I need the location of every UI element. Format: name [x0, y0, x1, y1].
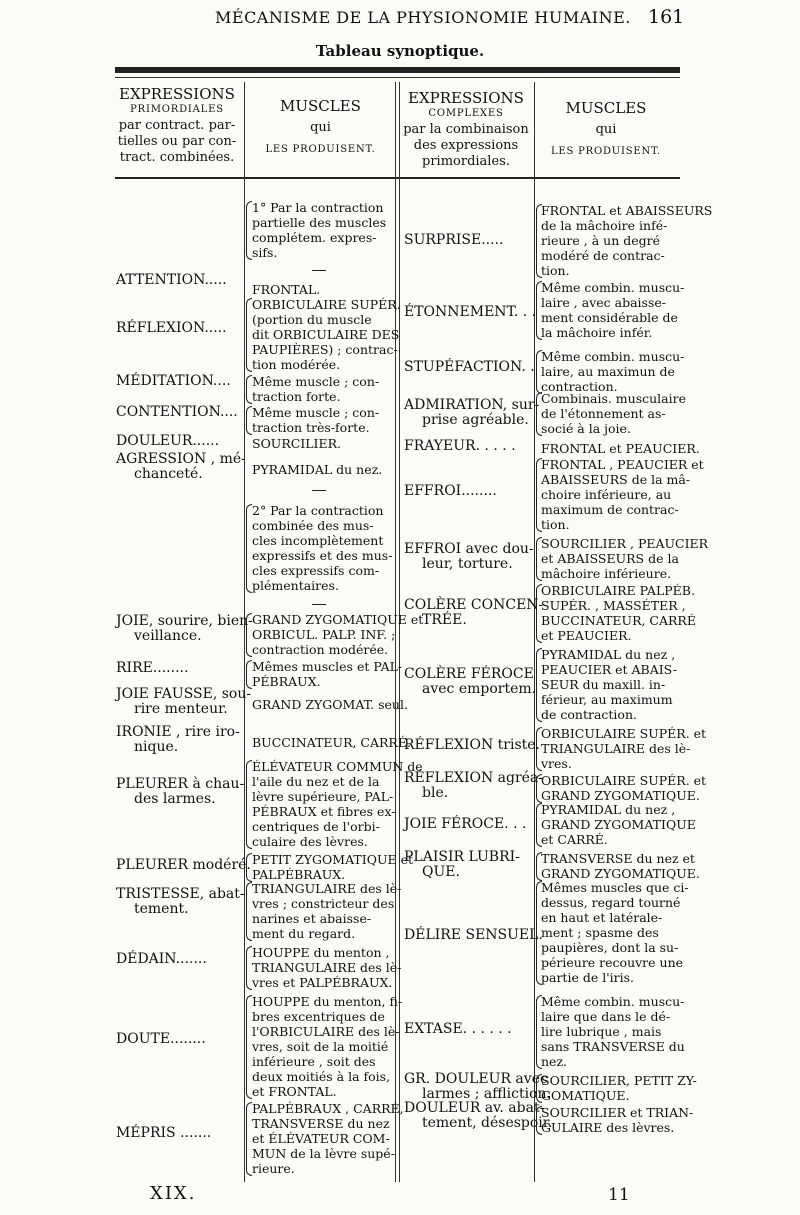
- muscle-entry-left: [252, 282, 320, 297]
- muscle-entry-left: [252, 759, 423, 849]
- expression-complexe: [404, 850, 520, 880]
- muscle-entry-left: [252, 852, 413, 882]
- muscle-entry-right-line: et PEAUCIER.: [541, 628, 632, 643]
- muscle-entry-right-line: maximum de contrac-: [541, 502, 679, 517]
- expression-primordiale-line: JOIE, sourire, bien-: [116, 613, 253, 629]
- expression-primordiale-line: veillance.: [134, 628, 202, 644]
- expression-complexe: [404, 233, 503, 248]
- expression-complexe-line: GR. DOULEUR avec: [404, 1071, 548, 1087]
- muscle-entry-left-line: vres, soit de la moitié: [252, 1039, 389, 1054]
- muscle-entry-right-line: nez.: [541, 1054, 568, 1069]
- muscle-entry-left: [252, 462, 382, 477]
- muscle-entry-right-line: socié à la joie.: [541, 421, 631, 436]
- muscle-entry-right-line: rieure , à un degré: [541, 233, 660, 248]
- brace-mark: [536, 648, 542, 722]
- muscle-entry-right: [541, 726, 706, 771]
- brace-mark: [246, 298, 252, 372]
- muscle-entry-right-line: ORBICULAIRE PALPÉB.: [541, 583, 695, 598]
- muscle-entry-left-line: PAUPIÈRES) ; contrac-: [252, 342, 398, 357]
- muscle-entry-left-line: l'aile du nez et de la: [252, 774, 380, 789]
- muscle-entry-right-line: paupières, dont la su-: [541, 940, 679, 955]
- expression-complexe: [404, 439, 516, 454]
- muscle-entry-right: [541, 441, 700, 456]
- expression-complexe-line: QUE.: [422, 864, 460, 880]
- muscle-entry-left-line: GRAND ZYGOMATIQUE et: [252, 612, 424, 627]
- muscle-entry-left-line: PYRAMIDAL du nez.: [252, 462, 383, 477]
- brace-mark: [536, 537, 542, 581]
- muscle-entry-left-line: 2° Par la contraction: [252, 503, 384, 518]
- muscle-entry-left-line: ORBICULAIRE SUPÉR.: [252, 297, 401, 312]
- muscle-entry-left-line: PÉBRAUX.: [252, 674, 321, 689]
- muscle-entry-right-line: TRANSVERSE du nez et: [541, 851, 695, 866]
- expression-primordiale: [116, 1126, 211, 1141]
- expression-primordiale-line: chanceté.: [134, 466, 203, 482]
- muscle-entry-left-line: ÉLÉVATEUR COMMUN de: [252, 759, 423, 774]
- muscle-entry-right-line: Même combin. muscu-: [541, 280, 685, 295]
- expression-primordiale: [116, 321, 227, 336]
- expression-complexe-line: ADMIRATION, sur-: [404, 397, 540, 413]
- muscle-entry-left: [252, 881, 401, 941]
- brace-mark: [246, 660, 252, 689]
- column-header-line: par contract. par-: [118, 118, 236, 133]
- expression-primordiale-line: MÉDITATION....: [116, 373, 231, 389]
- signature-mark: XIX.: [150, 1183, 197, 1204]
- muscle-entry-right-line: ment considérable de: [541, 310, 678, 325]
- muscle-entry-right-line: GRAND ZYGOMATIQUE: [541, 817, 696, 832]
- muscle-entry-left: [252, 200, 386, 260]
- brace-mark: [536, 774, 542, 803]
- muscle-entry-right: [541, 994, 685, 1069]
- expression-primordiale: [116, 374, 231, 389]
- brace-mark: [536, 1074, 542, 1103]
- muscle-entry-right-line: Combinais. musculaire: [541, 391, 686, 406]
- expression-primordiale-line: DOUTE........: [116, 1031, 206, 1047]
- brace-mark: [246, 504, 252, 593]
- muscle-entry-left-line: lèvre supérieure, PAL-: [252, 789, 394, 804]
- muscle-entry-right-line: périeure recouvre une: [541, 955, 684, 970]
- expression-complexe: [404, 305, 536, 320]
- muscle-entry-right-line: la mâchoire infér.: [541, 325, 653, 340]
- folio-number: 11: [608, 1185, 630, 1205]
- muscle-entry-right: [541, 802, 696, 847]
- expression-primordiale: [116, 777, 244, 807]
- muscle-entry-left: [252, 994, 402, 1099]
- expression-complexe: [404, 484, 497, 499]
- expression-complexe: [404, 360, 535, 375]
- brace-mark: [536, 281, 542, 340]
- brace-mark: [246, 1102, 252, 1176]
- muscle-entry-left-line: deux moitiés à la fois,: [252, 1069, 391, 1084]
- muscle-entry-right-line: SOURCILIER, PETIT ZY-: [541, 1073, 697, 1088]
- column-header-line: primordiales.: [422, 154, 510, 169]
- brace-mark: [536, 204, 542, 278]
- column-header-line: EXPRESSIONS: [408, 89, 524, 107]
- column-header-expressions-primordiales: [112, 86, 242, 166]
- muscle-entry-right: [541, 583, 696, 643]
- muscle-entry-right: [541, 1105, 693, 1135]
- muscle-entry-right-line: modéré de contrac-: [541, 248, 665, 263]
- expression-complexe: [404, 542, 534, 572]
- expression-complexe: [404, 738, 540, 753]
- muscle-entry-left: [252, 612, 423, 657]
- muscle-entry-right-line: PEAUCIER et ABAIS-: [541, 662, 677, 677]
- muscle-entry-left-line: GRAND ZYGOMAT. seul.: [252, 697, 408, 712]
- expression-complexe: [404, 771, 543, 801]
- expression-primordiale-line: RIRE........: [116, 660, 189, 676]
- muscle-entry-right-line: SEUR du maxill. in-: [541, 677, 666, 692]
- muscle-entry-left-line: traction forte.: [252, 389, 341, 404]
- expression-complexe-line: DOULEUR av. abat-: [404, 1100, 545, 1116]
- expression-complexe-line: FRAYEUR. . . . .: [404, 438, 516, 454]
- muscle-entry-right: [541, 391, 686, 436]
- expression-primordiale-line: tement.: [134, 901, 189, 917]
- muscle-entry-right-line: Mêmes muscles que ci-: [541, 880, 689, 895]
- muscle-entry-right-line: et ABAISSEURS de la: [541, 551, 679, 566]
- expression-complexe: [404, 598, 543, 628]
- muscle-entry-left-line: partielle des muscles: [252, 215, 387, 230]
- expression-complexe: [404, 1022, 512, 1037]
- muscle-entry-left: [252, 405, 379, 435]
- expression-primordiale: [116, 687, 251, 717]
- muscle-entry-right-line: lire lubrique , mais: [541, 1024, 662, 1039]
- muscle-entry-right-line: mâchoire inférieure.: [541, 566, 672, 581]
- muscle-entry-left: [252, 659, 402, 689]
- muscle-entry-right-line: ment ; spasme des: [541, 925, 659, 940]
- expression-primordiale: [116, 452, 246, 482]
- muscle-entry-right-line: SUPÉR. , MASSÉTER ,: [541, 598, 686, 613]
- muscle-entry-right-line: GRAND ZYGOMATIQUE.: [541, 788, 700, 803]
- muscle-entry-right-line: GOMATIQUE.: [541, 1088, 630, 1103]
- column-header-line: PRIMORDIALES: [130, 104, 224, 115]
- muscle-entry-right: [541, 280, 684, 340]
- brace-mark: [246, 613, 252, 657]
- muscle-entry-right-line: GULAIRE des lèvres.: [541, 1120, 675, 1135]
- brace-mark: [536, 392, 542, 436]
- muscle-entry-right-line: sans TRANSVERSE du: [541, 1039, 685, 1054]
- muscle-entry-left-line: BUCCINATEUR, CARRÉ.: [252, 735, 411, 750]
- muscle-entry-right-line: TRIANGULAIRE des lè-: [541, 741, 691, 756]
- top-rule-thin: [115, 77, 680, 78]
- muscle-entry-left: [252, 697, 408, 712]
- column-header-line: COMPLEXES: [428, 108, 504, 119]
- section-dash: [312, 270, 326, 271]
- section-dash: [312, 604, 326, 605]
- muscle-entry-right-line: FRONTAL et ABAISSEURS: [541, 203, 713, 218]
- muscle-entry-right-line: et CARRÉ.: [541, 832, 608, 847]
- column-header-line: LES PRODUISENT.: [550, 146, 662, 157]
- muscle-entry-left-line: vres ; constricteur des: [252, 896, 395, 911]
- muscle-entry-left-line: narines et abaisse-: [252, 911, 372, 926]
- page-header: [0, 0, 800, 40]
- column-header-line: tielles ou par con-: [117, 134, 237, 149]
- muscle-entry-right-line: SOURCILIER et TRIAN-: [541, 1105, 694, 1120]
- expression-primordiale-line: MÉPRIS .......: [116, 1125, 212, 1141]
- expression-complexe: [404, 398, 539, 428]
- muscle-entry-left-line: ment du regard.: [252, 926, 356, 941]
- column-divider: [534, 82, 535, 1182]
- brace-mark: [246, 995, 252, 1099]
- brace-mark: [246, 375, 252, 404]
- muscle-entry-left-line: PETIT ZYGOMATIQUE et: [252, 852, 414, 867]
- muscle-entry-left-line: (portion du muscle: [252, 312, 372, 327]
- muscle-entry-right-line: PYRAMIDAL du nez ,: [541, 647, 676, 662]
- expression-complexe-line: PLAISIR LUBRI-: [404, 849, 520, 865]
- expression-complexe: [404, 817, 526, 832]
- section-dash: [312, 490, 326, 491]
- brace-mark: [536, 458, 542, 532]
- muscle-entry-left-line: PALPÉBRAUX , CARRÉ,: [252, 1101, 404, 1116]
- muscle-entry-left: [252, 374, 379, 404]
- muscle-entry-right-line: PYRAMIDAL du nez ,: [541, 802, 676, 817]
- expression-complexe-line: COLÈRE FÉROCE: [404, 666, 534, 682]
- muscle-entry-left-line: TRANSVERSE du nez: [252, 1116, 390, 1131]
- muscle-entry-left-line: sifs.: [252, 245, 278, 260]
- muscle-entry-left: [252, 735, 411, 750]
- brace-mark: [536, 1106, 542, 1135]
- muscle-entry-left-line: HOUPPE du menton, fi-: [252, 994, 403, 1009]
- muscle-entry-left-line: dit ORBICULAIRE DES: [252, 327, 400, 342]
- muscle-entry-left-line: bres excentriques de: [252, 1009, 385, 1024]
- column-header-line: qui: [595, 122, 617, 137]
- muscle-entry-right-line: BUCCINATEUR, CARRÉ: [541, 613, 696, 628]
- expression-primordiale-line: JOIE FAUSSE, sou-: [116, 686, 252, 702]
- expression-primordiale-line: IRONIE , rire iro-: [116, 724, 240, 740]
- expression-complexe: [404, 1101, 552, 1131]
- muscle-entry-right-line: de la mâchoire infé-: [541, 218, 668, 233]
- muscle-entry-right-line: en haut et latérale-: [541, 910, 663, 925]
- column-header-muscles-left: [248, 98, 393, 158]
- expression-primordiale-line: des larmes.: [134, 791, 216, 807]
- brace-mark: [536, 350, 542, 394]
- expression-complexe: [404, 1072, 551, 1102]
- muscle-entry-left-line: plémentaires.: [252, 578, 339, 593]
- muscle-entry-right: [541, 773, 706, 803]
- expression-primordiale-line: RÉFLEXION.....: [116, 320, 227, 336]
- muscle-entry-left: [252, 436, 341, 451]
- muscle-entry-left-line: SOURCILIER.: [252, 436, 342, 451]
- expression-primordiale-line: rire menteur.: [134, 701, 228, 717]
- expression-complexe-line: SURPRISE.....: [404, 232, 504, 248]
- expression-complexe-line: prise agréable.: [422, 412, 529, 428]
- column-header-line: des expressions: [413, 138, 519, 153]
- muscle-entry-right-line: GRAND ZYGOMATIQUE.: [541, 866, 700, 881]
- muscle-entry-left-line: et ÉLÉVATEUR COM-: [252, 1131, 390, 1146]
- expression-complexe-line: TRÉE.: [422, 612, 467, 628]
- expression-complexe-line: DÉLIRE SENSUEL.: [404, 927, 543, 943]
- muscle-entry-left-line: vres et PALPÉBRAUX.: [252, 975, 393, 990]
- muscle-entry-left-line: expressifs et des mus-: [252, 548, 393, 563]
- expression-primordiale: [116, 273, 227, 288]
- muscle-entry-left-line: et FRONTAL.: [252, 1084, 337, 1099]
- muscle-entry-right-line: contraction.: [541, 379, 618, 394]
- expression-complexe-line: COLÈRE CONCEN-: [404, 597, 544, 613]
- muscle-entry-right-line: SOURCILIER , PEAUCIER: [541, 536, 709, 551]
- muscle-entry-left-line: combinée des mus-: [252, 518, 374, 533]
- brace-mark: [246, 882, 252, 941]
- muscle-entry-left-line: TRIANGULAIRE des lè-: [252, 881, 402, 896]
- expression-primordiale-line: CONTENTION....: [116, 404, 238, 420]
- brace-mark: [246, 406, 252, 435]
- expression-primordiale: [116, 858, 251, 873]
- muscle-entry-left-line: traction très-forte.: [252, 420, 370, 435]
- expression-complexe-line: tement, désespoir.: [422, 1115, 553, 1131]
- muscle-entry-left-line: cles expressifs com-: [252, 563, 380, 578]
- running-title: MÉCANISME DE LA PHYSIONOMIE HUMAINE.: [215, 8, 631, 27]
- muscle-entry-left-line: PALPÉBRAUX.: [252, 867, 346, 882]
- muscle-entry-right-line: laire que dans le dé-: [541, 1009, 671, 1024]
- muscle-entry-right-line: vres.: [541, 756, 572, 771]
- muscle-entry-left-line: ORBICUL. PALP. INF. ;: [252, 627, 396, 642]
- muscle-entry-right: [541, 851, 700, 881]
- brace-mark: [536, 995, 542, 1069]
- muscle-entry-right-line: ABAISSEURS de la mâ-: [541, 472, 691, 487]
- table-title: Tableau synoptique.: [315, 42, 485, 60]
- expression-complexe-line: RÉFLEXION agréa-: [404, 770, 544, 786]
- expression-primordiale: [116, 952, 207, 967]
- column-header-line: LES PRODUISENT.: [265, 144, 376, 155]
- column-header-line: MUSCLES: [280, 97, 361, 115]
- expression-complexe-line: leur, torture.: [422, 556, 513, 572]
- expression-primordiale-line: nique.: [134, 739, 179, 755]
- muscle-entry-left-line: MUN de la lèvre supé-: [252, 1146, 395, 1161]
- expression-complexe-line: EFFROI........: [404, 483, 497, 499]
- brace-mark: [246, 946, 252, 990]
- expression-primordiale-line: DÉDAIN.......: [116, 951, 207, 967]
- column-header-line: EXPRESSIONS: [119, 85, 235, 103]
- brace-mark: [536, 852, 542, 881]
- expression-complexe-line: JOIE FÉROCE. . .: [404, 816, 527, 832]
- muscle-entry-right-line: laire , avec abaisse-: [541, 295, 666, 310]
- muscle-entry-left-line: l'ORBICULAIRE des lè-: [252, 1024, 400, 1039]
- muscle-entry-left-line: contraction modérée.: [252, 642, 389, 657]
- muscle-entry-right: [541, 349, 684, 394]
- expression-primordiale-line: AGRESSION , mé-: [116, 451, 246, 467]
- page-number: 161: [648, 6, 685, 28]
- muscle-entry-right: [541, 1073, 697, 1103]
- expression-primordiale: [116, 725, 240, 755]
- brace-mark: [536, 881, 542, 985]
- muscle-entry-right: [541, 647, 677, 722]
- expression-primordiale: [116, 1032, 206, 1047]
- expression-primordiale-line: TRISTESSE, abat-: [116, 886, 245, 902]
- muscle-entry-left-line: TRIANGULAIRE des lè-: [252, 960, 402, 975]
- column-header-expressions-complexes: [400, 90, 532, 170]
- muscle-entry-left-line: Même muscle ; con-: [252, 405, 380, 420]
- muscle-entry-left-line: inférieure , soit des: [252, 1054, 376, 1069]
- muscle-entry-left-line: 1° Par la contraction: [252, 200, 384, 215]
- expression-complexe-line: ble.: [422, 785, 449, 801]
- brace-mark: [246, 201, 252, 260]
- expression-complexe-line: ÉTONNEMENT. . .: [404, 304, 537, 320]
- muscle-entry-right-line: Même combin. muscu-: [541, 349, 685, 364]
- muscle-entry-left-line: culaire des lèvres.: [252, 834, 368, 849]
- expression-primordiale-line: PLEURER à chau-: [116, 776, 245, 792]
- brace-mark: [536, 584, 542, 643]
- expression-primordiale: [116, 661, 188, 676]
- muscle-entry-right-line: de l'étonnement as-: [541, 406, 666, 421]
- muscle-entry-right: [541, 536, 708, 581]
- muscle-entry-left-line: HOUPPE du menton ,: [252, 945, 390, 960]
- expression-primordiale-line: ATTENTION.....: [116, 272, 227, 288]
- brace-mark: [246, 853, 252, 882]
- muscle-entry-left-line: FRONTAL.: [252, 282, 321, 297]
- muscle-entry-right-line: férieur, au maximum: [541, 692, 673, 707]
- muscle-entry-left-line: PÉBRAUX et fibres ex-: [252, 804, 396, 819]
- expression-complexe-line: RÉFLEXION triste.: [404, 737, 541, 753]
- column-header-muscles-right: [536, 100, 676, 160]
- muscle-entry-left-line: Même muscle ; con-: [252, 374, 380, 389]
- muscle-entry-right-line: FRONTAL et PEAUCIER.: [541, 441, 700, 456]
- expression-complexe-line: STUPÉFACTION. .: [404, 359, 535, 375]
- muscle-entry-left-line: Mêmes muscles et PAL-: [252, 659, 403, 674]
- column-header-line: MUSCLES: [565, 99, 647, 117]
- muscle-entry-left: [252, 503, 392, 593]
- top-rule-thick: [115, 67, 680, 73]
- muscle-entry-right-line: ORBICULAIRE SUPÉR. et: [541, 773, 707, 788]
- brace-mark: [246, 760, 252, 849]
- muscle-entry-left: [252, 297, 401, 372]
- expression-primordiale: [116, 887, 245, 917]
- muscle-entry-right-line: laire, au maximun de: [541, 364, 675, 379]
- column-header-line: qui: [310, 120, 331, 135]
- muscle-entry-left-line: centriques de l'orbi-: [252, 819, 380, 834]
- expression-primordiale: [116, 614, 253, 644]
- muscle-entry-left-line: rieure.: [252, 1161, 295, 1176]
- column-header-line: tract. combinées.: [119, 150, 235, 165]
- muscle-entry-right-line: ORBICULAIRE SUPÉR. et: [541, 726, 707, 741]
- muscle-entry-right-line: tion.: [541, 517, 570, 532]
- expression-primordiale-line: DOULEUR......: [116, 433, 220, 449]
- muscle-entry-left-line: complétem. expres-: [252, 230, 377, 245]
- expression-complexe: [404, 667, 536, 697]
- brace-mark: [536, 803, 542, 847]
- muscle-entry-right-line: Même combin. muscu-: [541, 994, 685, 1009]
- expression-primordiale: [116, 405, 238, 420]
- expression-complexe-line: EXTASE. . . . . .: [404, 1021, 512, 1037]
- muscle-entry-right-line: tion.: [541, 263, 570, 278]
- brace-mark: [536, 727, 542, 771]
- expression-complexe-line: EFFROI avec dou-: [404, 541, 534, 557]
- muscle-entry-right: [541, 203, 712, 278]
- muscle-entry-left: [252, 1101, 404, 1176]
- muscle-entry-right: [541, 457, 704, 532]
- header-rule: [115, 177, 680, 179]
- muscle-entry-right-line: partie de l'iris.: [541, 970, 634, 985]
- muscle-entry-right-line: choire inférieure, au: [541, 487, 672, 502]
- column-header-line: par la combinaison: [403, 122, 529, 137]
- muscle-entry-right-line: FRONTAL , PEAUCIER et: [541, 457, 704, 472]
- expression-complexe-line: larmes ; affliction.: [422, 1086, 551, 1102]
- expression-primordiale-line: PLEURER modéré.: [116, 857, 251, 873]
- muscle-entry-left-line: tion modérée.: [252, 357, 341, 372]
- muscle-entry-left-line: cles incomplètement: [252, 533, 384, 548]
- muscle-entry-left: [252, 945, 401, 990]
- muscle-entry-right-line: dessus, regard tourné: [541, 895, 681, 910]
- expression-complexe-line: avec emportem.: [422, 681, 537, 697]
- expression-complexe: [404, 928, 543, 943]
- expression-primordiale: [116, 434, 219, 449]
- muscle-entry-right-line: de contraction.: [541, 707, 637, 722]
- muscle-entry-right: [541, 880, 689, 985]
